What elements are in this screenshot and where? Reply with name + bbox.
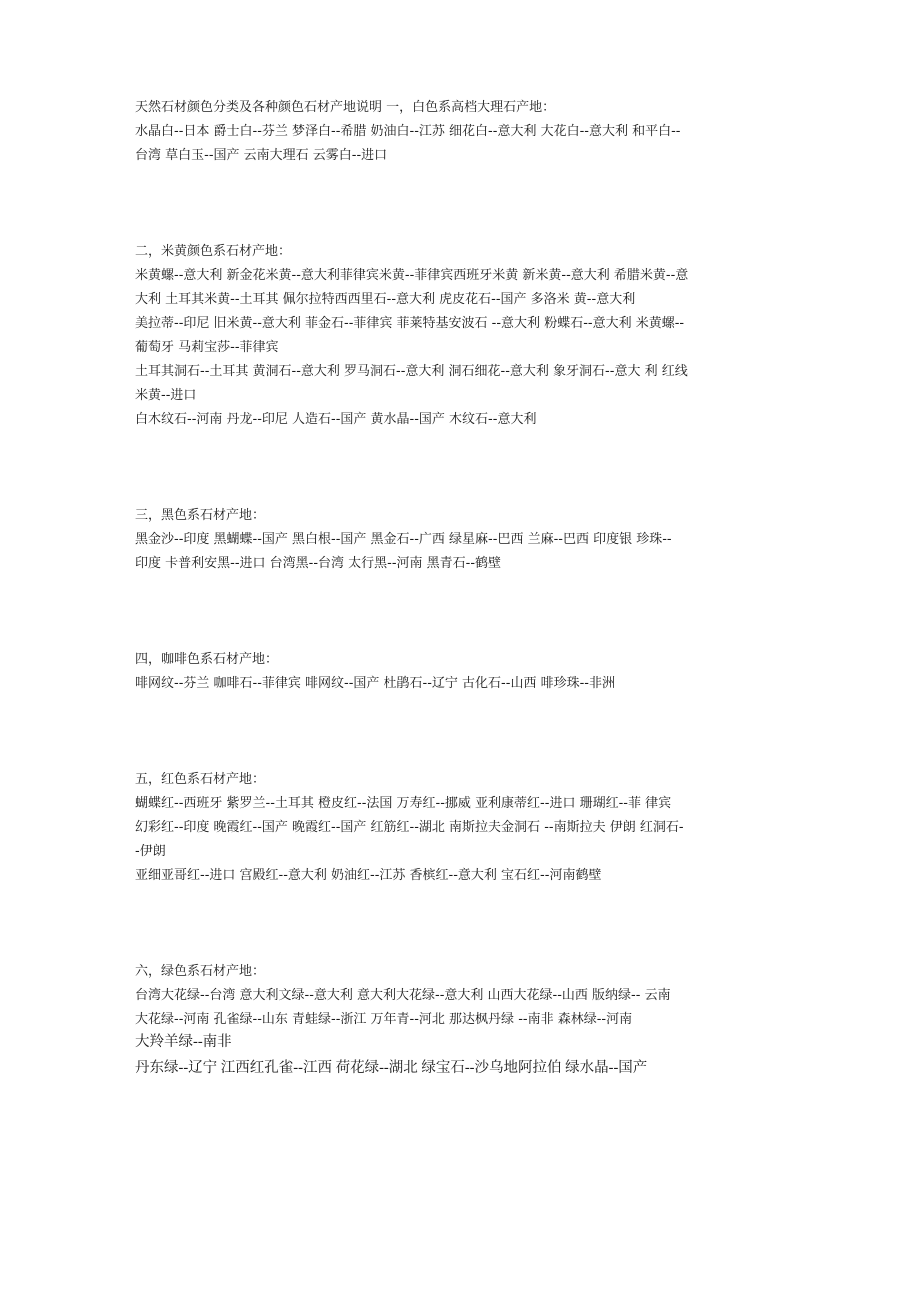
text-line: 印度 卡普利安黑--进口 台湾黑--台湾 太行黑--河南 黑青石--鹤壁 — [135, 556, 502, 571]
text-line: 葡萄牙 马莉宝莎--菲律宾 — [135, 340, 279, 355]
section-green — [135, 960, 790, 1082]
section-black — [135, 504, 790, 576]
section-heading: 四，咖啡色系石材产地： — [135, 652, 279, 667]
section-white — [135, 96, 790, 168]
section-heading: 三，黑色系石材产地： — [135, 508, 266, 523]
doc-title-line: 天然石材颜色分类及各种颜色石材产地说明 一，白色系高档大理石产地： — [135, 100, 556, 115]
text-line: 美拉蒂--印尼 旧米黄--意大利 菲金石--菲律宾 菲莱特基安波石 --意大利 粉蝶石--意大利 米黄螺-- — [135, 316, 685, 331]
text-line: 台湾大花绿--台湾 意大利文绿--意大利 意大利大花绿--意大利 山西大花绿--山西 版纳绿-- 云南 — [135, 988, 671, 1003]
text-line: 黑金沙--印度 黑蝴蝶--国产 黑白根--国产 黑金石--广西 绿星麻--巴西 兰麻--巴西 印度银 珍珠-- — [135, 532, 672, 547]
text-line: 台湾 草白玉--国产 云南大理石 云雾白--进口 — [135, 148, 388, 163]
section-gap — [135, 888, 790, 960]
text-line: 米黄螺--意大利 新金花米黄--意大利菲律宾米黄--菲律宾西班牙米黄 新米黄--意大利 希腊米黄--意 — [135, 268, 689, 283]
section-gap — [135, 432, 790, 504]
section-gap — [135, 696, 790, 768]
section-red — [135, 768, 790, 888]
text-line: 大花绿--河南 孔雀绿--山东 青蛙绿--浙江 万年青--河北 那达枫丹绿 --南非 森林绿--河南 — [135, 1012, 633, 1027]
text-line: 米黄--进口 — [135, 388, 197, 403]
text-line: 大利 土耳其米黄--土耳其 佩尔拉特西西里石--意大利 虎皮花石--国产 多洛米 黄--意大利 — [135, 292, 636, 307]
document-page — [135, 96, 790, 1082]
section-heading: 二，米黄颜色系石材产地： — [135, 244, 292, 259]
text-line: 亚细亚哥红--进口 宫殿红--意大利 奶油红--江苏 香槟红--意大利 宝石红--河南鹤壁 — [135, 868, 602, 883]
text-line: 水晶白--日本 爵士白--芬兰 梦泽白--希腊 奶油白--江苏 细花白--意大利 大花白--意大利 和平白-- — [135, 124, 681, 139]
text-line: 丹东绿--辽宁 江西红孔雀--江西 荷花绿--湖北 绿宝石--沙乌地阿拉伯 绿水晶--国产 — [135, 1060, 648, 1076]
text-line: 白木纹石--河南 丹龙--印尼 人造石--国产 黄水晶--国产 木纹石--意大利 — [135, 412, 537, 427]
text-line: 幻彩红--印度 晚霞红--国产 晚霞红--国产 红筋红--湖北 南斯拉夫金洞石 --南斯拉夫 伊朗 红洞石- — [135, 820, 684, 835]
section-heading: 六，绿色系石材产地： — [135, 964, 266, 979]
section-coffee — [135, 648, 790, 696]
section-heading: 五，红色系石材产地： — [135, 772, 266, 787]
section-beige — [135, 240, 790, 432]
section-gap — [135, 576, 790, 648]
text-line: 啡网纹--芬兰 咖啡石--菲律宾 啡网纹--国产 杜鹃石--辽宁 古化石--山西 啡珍珠--非洲 — [135, 676, 615, 691]
section-gap — [135, 168, 790, 240]
text-line: -伊朗 — [135, 844, 166, 859]
text-line: 大羚羊绿--南非 — [135, 1034, 232, 1050]
text-line: 蝴蝶红--西班牙 紫罗兰--土耳其 橙皮红--法国 万寿红--挪威 亚利康蒂红--进口 珊瑚红--菲 律宾 — [135, 796, 672, 811]
text-line: 土耳其洞石--土耳其 黄洞石--意大利 罗马洞石--意大利 洞石细花--意大利 象牙洞石--意大 利 红线 — [135, 364, 688, 379]
